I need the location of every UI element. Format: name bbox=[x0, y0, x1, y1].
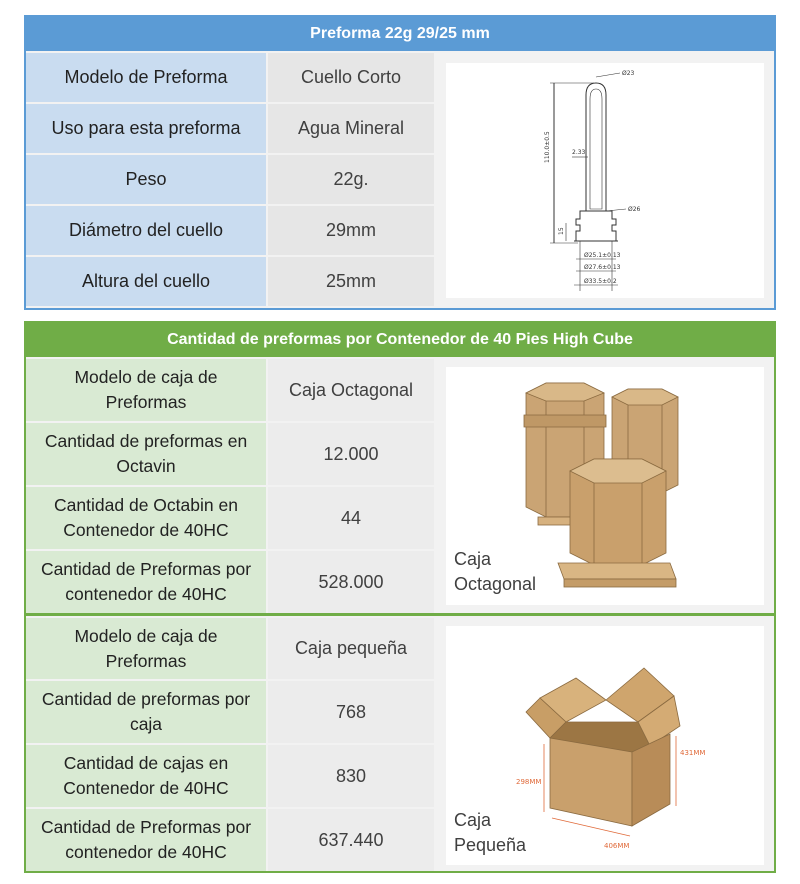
preform-drawing-frame bbox=[446, 63, 764, 298]
octagonal-preforms-per-octabin-label: Cantidad de preformas en Octavin bbox=[26, 423, 266, 485]
preform-table-title: Preforma 22g 29/25 mm bbox=[26, 17, 774, 51]
dim-height-text: 110.0±0.5 bbox=[544, 131, 551, 163]
preform-use-label: Uso para esta preforma bbox=[26, 104, 266, 153]
preform-neck-diameter-label: Diámetro del cuello bbox=[26, 206, 266, 255]
section-divider bbox=[26, 613, 774, 616]
octagonal-preforms-per-container-label: Cantidad de Preformas por contenedor de 40HC bbox=[26, 551, 266, 613]
octabins-per-container-value: 44 bbox=[268, 487, 434, 549]
dim-body-text: Ø26 bbox=[628, 206, 641, 213]
dim-d3-text: Ø33.5±0.2 bbox=[584, 278, 617, 285]
octagonal-image-frame bbox=[446, 367, 764, 605]
box-depth-dim: 298MM bbox=[516, 778, 542, 786]
small-box-image-frame bbox=[446, 626, 764, 865]
preform-drawing bbox=[446, 63, 764, 298]
octagonal-model-label: Modelo de caja de Preformas bbox=[26, 359, 266, 421]
preform-neck-height-label: Altura del cuello bbox=[26, 257, 266, 306]
box-height-dim: 431MM bbox=[680, 749, 706, 757]
preform-use-value: Agua Mineral bbox=[268, 104, 434, 153]
small-box-image-cell bbox=[436, 618, 774, 871]
octabins-per-container-label: Cantidad de Octabin en Contenedor de 40HC bbox=[26, 487, 266, 549]
small-box-preforms-per-container-value: 637.440 bbox=[268, 809, 434, 871]
small-box-caption-line2: Pequeña bbox=[454, 835, 527, 855]
small-box-model-label: Modelo de caja de Preformas bbox=[26, 618, 266, 679]
dim-d1-text: Ø25.1±0.13 bbox=[584, 252, 621, 259]
boxes-per-container-label: Cantidad de cajas en Contenedor de 40HC bbox=[26, 745, 266, 807]
octagonal-preforms-per-octabin-value: 12.000 bbox=[268, 423, 434, 485]
preform-neck-height-value: 25mm bbox=[268, 257, 434, 306]
preform-weight-value: 22g. bbox=[268, 155, 434, 204]
preform-neck-diameter-value: 29mm bbox=[268, 206, 434, 255]
dim-d2-text: Ø27.6±0.13 bbox=[584, 264, 621, 271]
dim-wall-text: 2.33 bbox=[572, 149, 586, 156]
container-table-title: Cantidad de preformas por Contenedor de 40 Pies High Cube bbox=[26, 323, 774, 357]
octagonal-model-value: Caja Octagonal bbox=[268, 359, 434, 421]
container-table bbox=[24, 321, 776, 873]
preforms-per-box-value: 768 bbox=[268, 681, 434, 743]
octagonal-preforms-per-container-value: 528.000 bbox=[268, 551, 434, 613]
preform-model-label: Modelo de Preforma bbox=[26, 53, 266, 102]
small-box-preforms-per-container-label: Cantidad de Preformas por contenedor de 40HC bbox=[26, 809, 266, 871]
octagonal-caption-line2: Octagonal bbox=[454, 574, 537, 594]
dim-neck-height-text: 15 bbox=[558, 227, 565, 235]
small-box-caption-line1: Caja bbox=[454, 810, 492, 830]
octagonal-image-cell bbox=[436, 359, 774, 613]
cardboard-box-image bbox=[446, 626, 764, 865]
box-width-dim: 406MM bbox=[604, 842, 630, 850]
preform-model-value: Cuello Corto bbox=[268, 53, 434, 102]
small-box-model-value: Caja pequeña bbox=[268, 618, 434, 679]
boxes-per-container-value: 830 bbox=[268, 745, 434, 807]
preform-spec-table bbox=[24, 15, 776, 310]
octagonal-caption-line1: Caja bbox=[454, 549, 492, 569]
preforms-per-box-label: Cantidad de preformas por caja bbox=[26, 681, 266, 743]
preform-drawing-cell bbox=[436, 53, 774, 308]
preform-weight-label: Peso bbox=[26, 155, 266, 204]
octabin-boxes-image bbox=[446, 367, 764, 605]
dim-top-text: Ø23 bbox=[622, 70, 635, 77]
preform-body-outline bbox=[586, 83, 606, 211]
